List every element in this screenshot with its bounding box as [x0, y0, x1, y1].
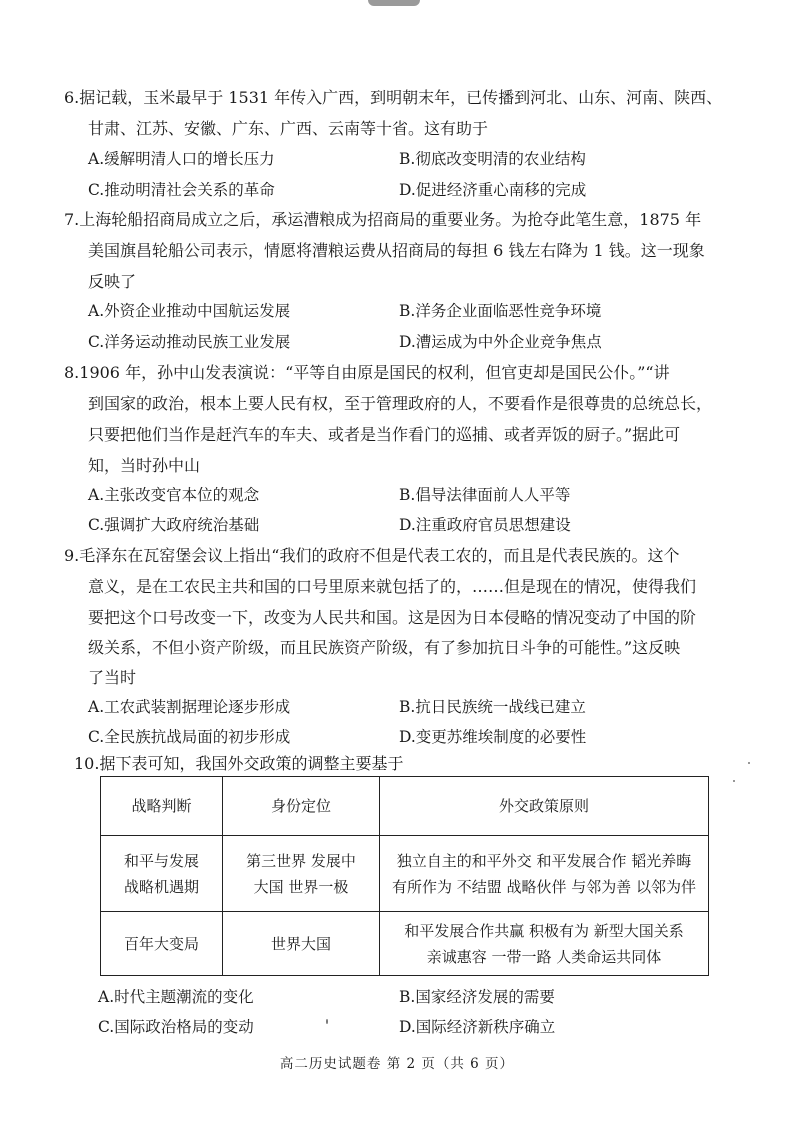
table-cell	[223, 912, 380, 976]
option-c: C.全民族抗战局面的初步形成	[88, 728, 291, 746]
option-d: D.促进经济重心南移的完成	[399, 181, 587, 199]
question-stem-line: 美国旗昌轮船公司表示，情愿将漕粮运费从招商局的每担 6 钱左右降为 1 钱。这一现象	[88, 241, 705, 260]
option-a: A.时代主题潮流的变化	[98, 988, 254, 1006]
table-header-row	[101, 777, 709, 836]
question-stem-line: 到国家的政治，根本上要人民有权，至于管理政府的人，不要看作是很尊贵的总统总长，	[88, 394, 713, 413]
question-stem-line: 甘肃、江苏、安徽、广东、广西、云南等十省。这有助于	[88, 119, 489, 138]
question-stem-line: 6.据记载，玉米最早于 1531 年传入广西，到明朝末年，已传播到河北、山东、河南、陕西、	[64, 88, 723, 107]
question-stem-line: 只要把他们当作是赶汽车的车夫、或者是当作看门的巡捕、或者弄饭的厨子。”据此可	[88, 425, 681, 444]
option-b: B.彻底改变明清的农业结构	[399, 150, 586, 168]
scan-speck	[733, 780, 735, 782]
question-stem-line: 知，当时孙中山	[88, 456, 201, 475]
question-stem-line: 7.上海轮船招商局成立之后，承运漕粮成为招商局的重要业务。为抢夺此笔生意，1875 年	[64, 210, 702, 229]
option-b: B.国家经济发展的需要	[399, 988, 555, 1006]
cell-line: 亲诚惠容 一带一路 人类命运共同体	[426, 947, 662, 966]
table-cell	[101, 836, 223, 912]
question-stem-line: 10.据下表可知，我国外交政策的调整主要基于	[74, 754, 404, 773]
cell-line: 独立自主的和平外交 和平发展合作 韬光养晦	[396, 851, 692, 870]
option-a: A.缓解明清人口的增长压力	[88, 150, 275, 168]
option-d: D.国际经济新秩序确立	[399, 1018, 556, 1036]
page-footer: 高二历史试题卷 第 2 页（共 6 页）	[279, 1056, 515, 1072]
cell-line: 和平发展合作共赢 积极有为 新型大国关系	[404, 921, 684, 940]
option-c: C.洋务运动推动民族工业发展	[88, 333, 291, 351]
option-c: C.推动明清社会关系的革命	[88, 181, 275, 199]
question-stem-line: 了当时	[88, 668, 137, 687]
scan-speck	[326, 1019, 328, 1024]
cell-line: 第三世界 发展中	[246, 851, 356, 870]
table-cell	[223, 836, 380, 912]
table-row	[101, 836, 709, 912]
option-d: D.变更苏维埃制度的必要性	[399, 728, 587, 746]
question-stem-line: 要把这个口号改变一下，改变为人民共和国。这是因为日本侵略的情况变动了中国的阶	[88, 608, 697, 627]
question-stem-line: 意义，是在工农民主共和国的口号里原来就包括了的，……但是现在的情况，使得我们	[88, 577, 697, 596]
table-row	[101, 912, 709, 976]
option-b: B.抗日民族统一战线已建立	[399, 698, 586, 716]
question-stem-line: 8.1906 年，孙中山发表演说：“平等自由原是国民的权利，但官吏却是国民公仆。”“讲	[64, 363, 670, 382]
cell-line: 百年大变局	[123, 934, 199, 953]
option-b: B.倡导法律面前人人平等	[399, 486, 571, 504]
cell-line: 战略机遇期	[123, 877, 199, 896]
option-a: A.工农武装割据理论逐步形成	[88, 698, 291, 716]
table-cell	[380, 912, 709, 976]
option-d: D.注重政府官员思想建设	[399, 516, 571, 534]
option-c: C.强调扩大政府统治基础	[88, 516, 260, 534]
question-stem-line: 级关系，不但小资产阶级，而且民族资产阶级，有了参加抗日斗争的可能性。”这反映	[88, 638, 681, 657]
option-b: B.洋务企业面临恶性竞争环境	[399, 302, 602, 320]
option-a: A.外资企业推动中国航运发展	[88, 302, 291, 320]
table-header-cell: 战略判断	[101, 777, 223, 836]
cell-line: 世界大国	[270, 934, 331, 953]
scan-speck	[748, 762, 750, 764]
option-c: C.国际政治格局的变动	[98, 1018, 254, 1036]
cell-line: 和平与发展	[123, 851, 199, 870]
question-stem-line: 反映了	[88, 272, 137, 291]
scan-binding-mark	[368, 0, 420, 6]
question-stem-line: 9.毛泽东在瓦窑堡会议上指出“我们的政府不但是代表工农的，而且是代表民族的。这个	[64, 546, 680, 565]
cell-line: 有所作为 不结盟 战略伙伴 与邻为善 以邻为伴	[391, 877, 697, 896]
table-cell	[380, 836, 709, 912]
table-header-cell: 身份定位	[223, 777, 380, 836]
table-header-cell: 外交政策原则	[380, 777, 709, 836]
option-a: A.主张改变官本位的观念	[88, 486, 260, 504]
option-d: D.漕运成为中外企业竞争焦点	[399, 333, 602, 351]
cell-line: 大国 世界一极	[253, 877, 349, 896]
table-cell	[101, 912, 223, 976]
foreign-policy-table	[100, 776, 709, 976]
